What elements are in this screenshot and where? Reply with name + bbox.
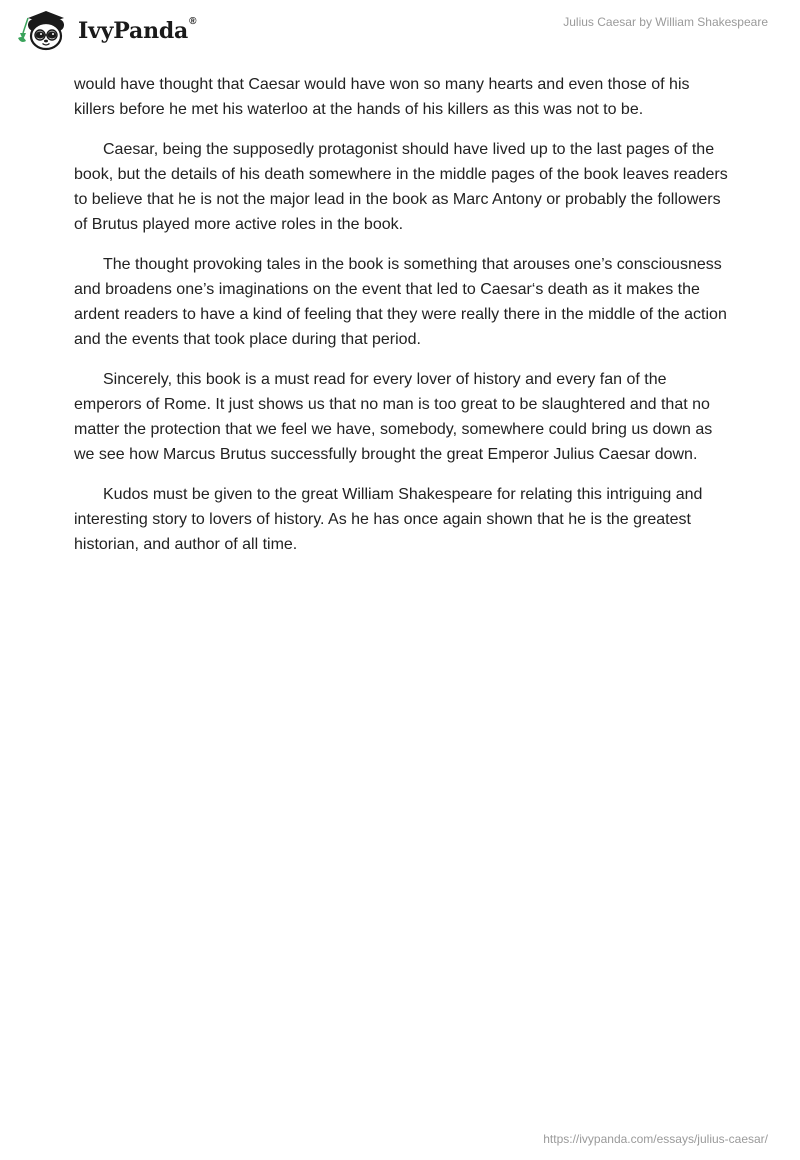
essay-body	[74, 72, 734, 572]
ivypanda-logo[interactable]	[14, 8, 196, 52]
registered-mark: ®	[189, 16, 197, 27]
paragraph-1: would have thought that Caesar would have won so many hearts and even those of his killers before he met his waterloo at the hands of his killers as this was not to be.	[74, 76, 690, 118]
running-title: Julius Caesar by William Shakespeare	[563, 15, 768, 29]
paragraph-3: The thought provoking tales in the book is something that arouses one’s consciousness and broadens one’s imaginations on the event that led to Caesar‘s death as it makes the ardent readers to have a kind of feeling that they were really there in the middle of the action and the events that took place during that period.	[74, 256, 727, 348]
paragraph-2: Caesar, being the supposedly protagonist should have lived up to the last pages of the book, but the details of his death somewhere in the middle pages of the book leaves readers to believe that he is not the major lead in the book as Marc Antony or probably the followers of Brutus played more active roles in the book.	[74, 141, 728, 233]
page-header	[0, 0, 800, 66]
paragraph-4: Sincerely, this book is a must read for every lover of history and every fan of the emperors of Rome. It just shows us that no man is too great to be slaughtered and that no matter the protection that we feel we have, somebody, somewhere could bring us down as we see how Marcus Brutus successfully brought the great Emperor Julius Caesar down.	[74, 371, 713, 463]
paragraph-5: Kudos must be given to the great William Shakespeare for relating this intriguing and interesting story to lovers of history. As he has once again shown that he is the greatest historian, and author of all time.	[74, 486, 703, 553]
source-url-link[interactable]: https://ivypanda.com/essays/julius-caesar/	[543, 1132, 768, 1146]
brand-name: IvyPanda®	[78, 16, 197, 44]
panda-graduate-icon	[14, 8, 76, 52]
